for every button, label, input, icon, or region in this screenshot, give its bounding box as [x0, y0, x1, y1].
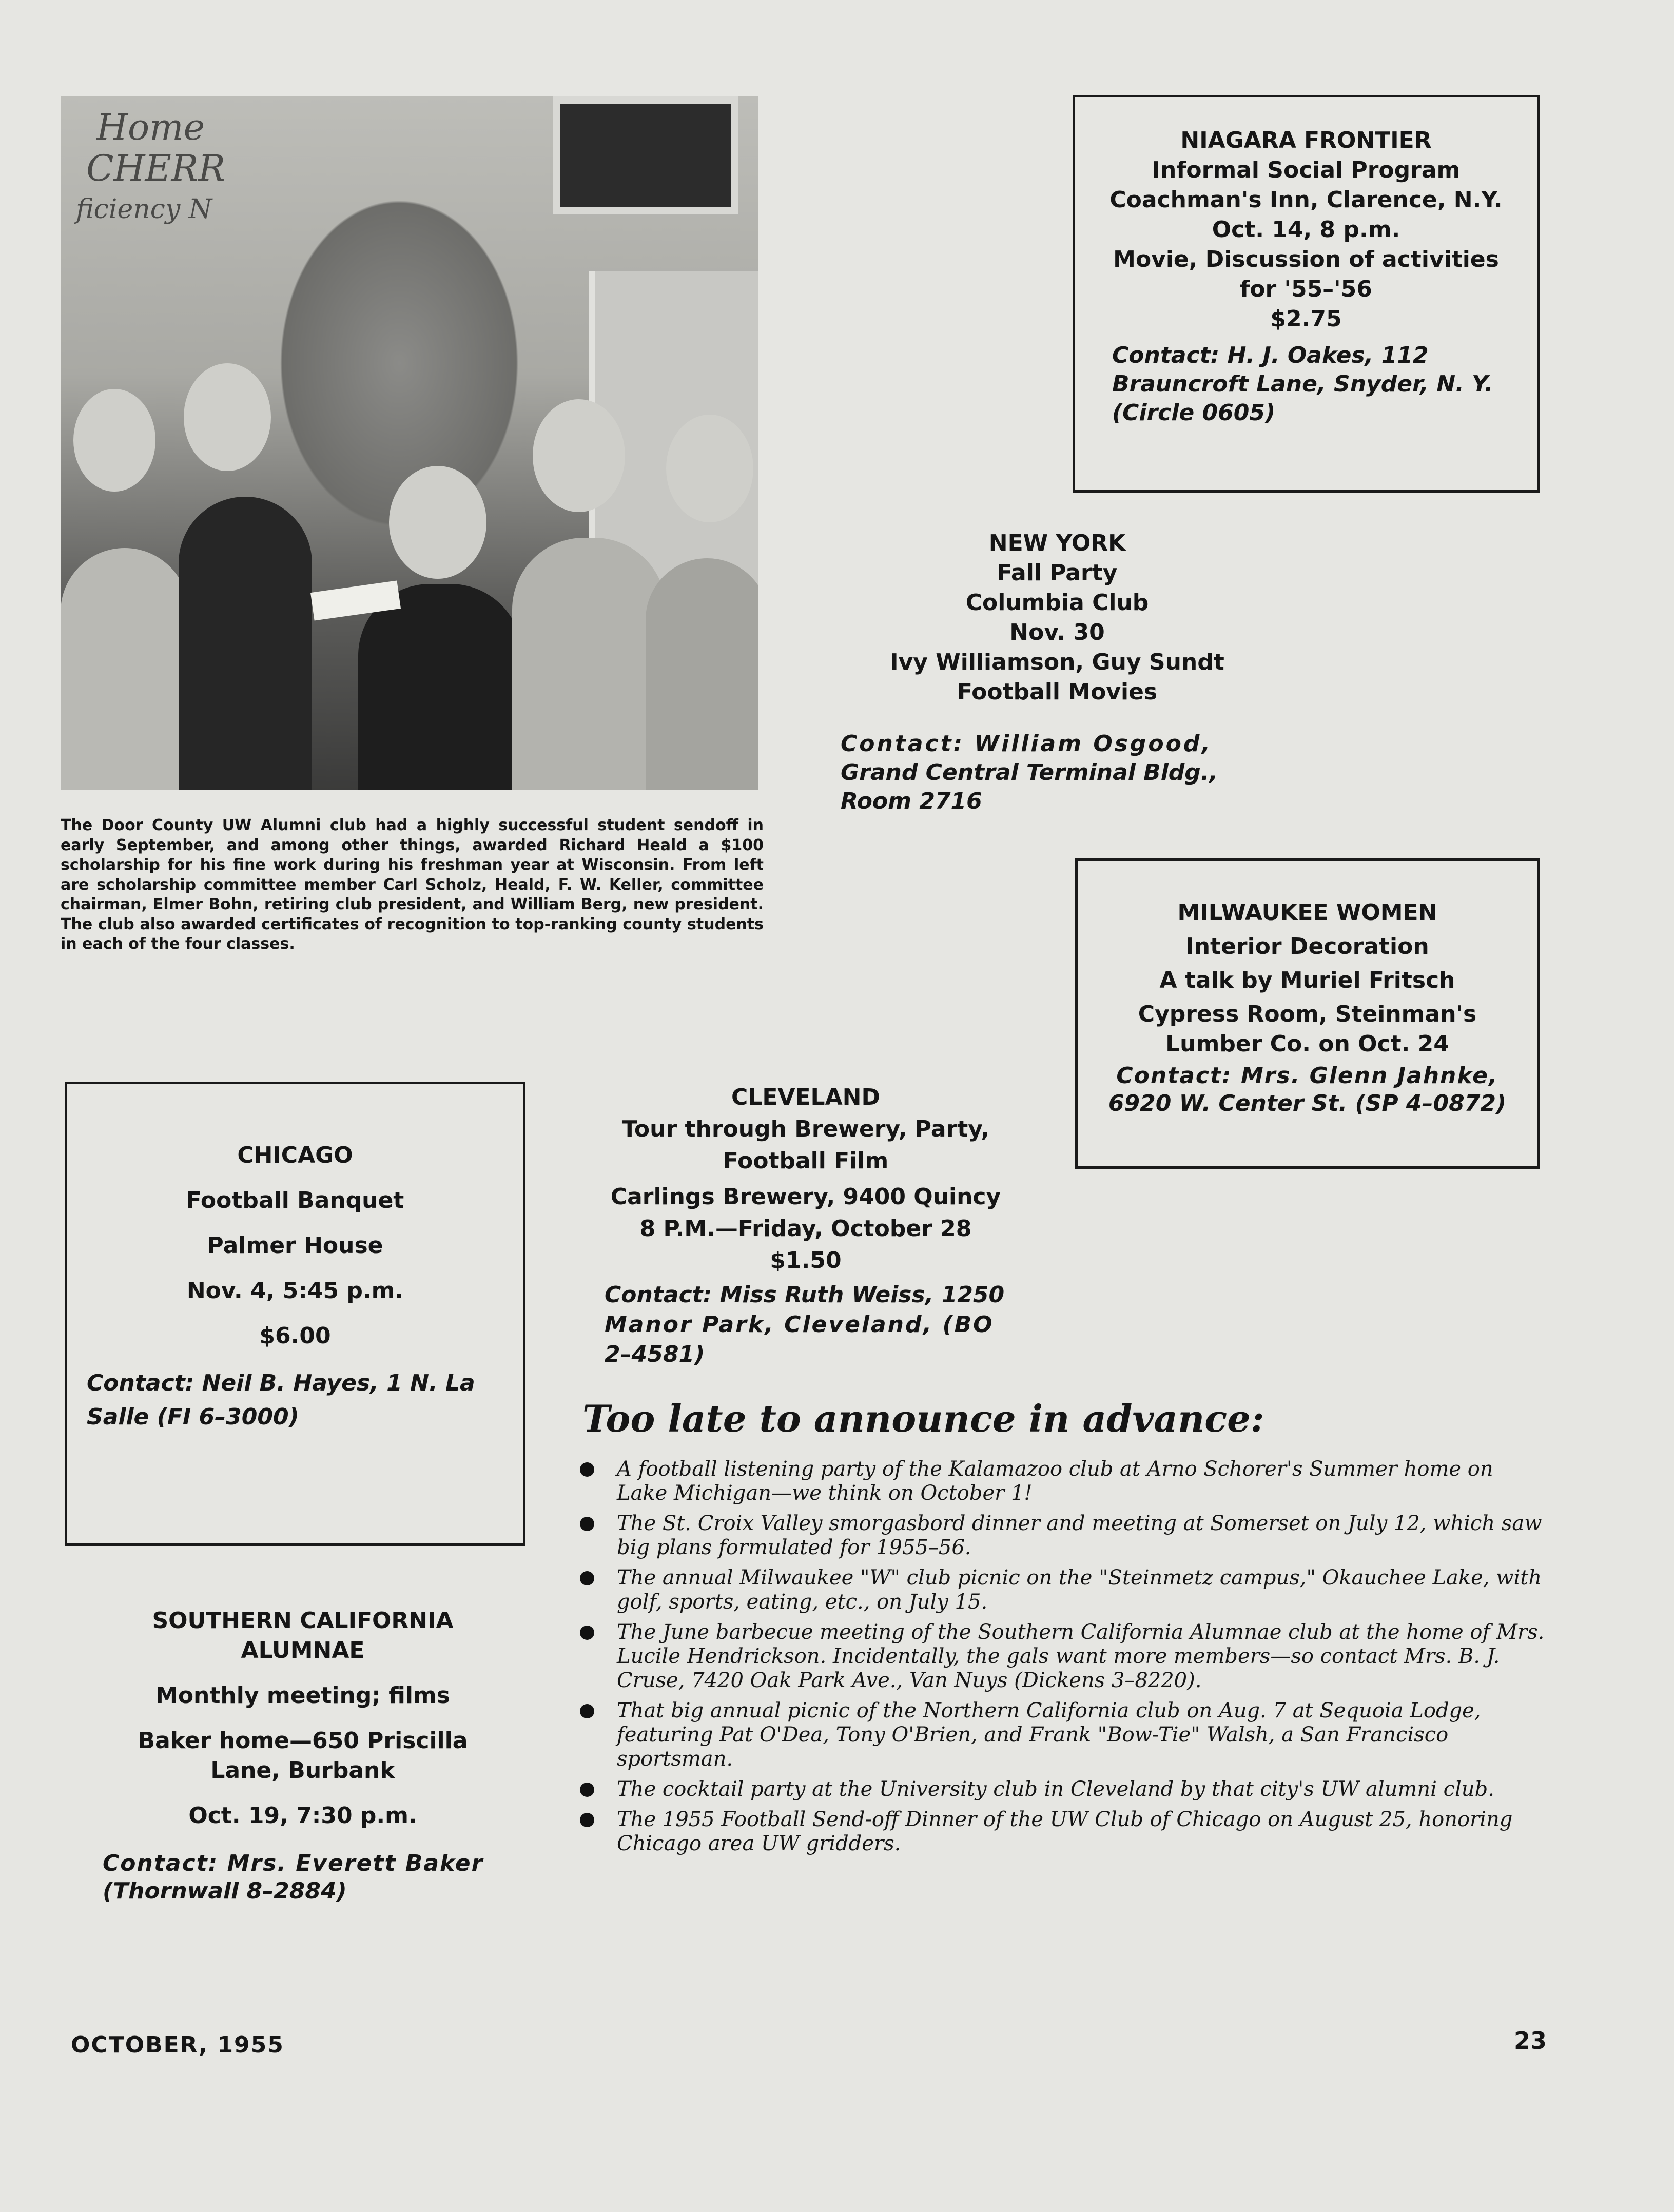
list-item-text: The June barbecue meeting of the Southern California Alumnae club at the home of Mrs. Lucile Hendrickson. Incidentally, the gals want more members—so contact Mrs. B. J. Cruse, 7420 Oak Park Ave., Van Nuys (Dickens 3–8220). — [617, 1620, 1545, 1692]
sign-line-1: Home — [96, 106, 205, 148]
bullet-icon — [580, 1462, 594, 1477]
newyork-line-1: Fall Party — [997, 560, 1118, 586]
socal-line-4: Oct. 19, 7:30 p.m. — [188, 1803, 417, 1829]
newyork-line-5: Football Movies — [957, 679, 1158, 705]
bullet-icon — [580, 1813, 594, 1827]
milwaukee-title: MILWAUKEE WOMEN — [1177, 899, 1437, 926]
person-1 — [61, 548, 189, 790]
list-item-text: That big annual picnic of the Northern California club on Aug. 7 at Sequoia Lodge, featuring Pat O'Dea, Tony O'Brien, and Frank "Bow-Tie" Walsh, a San Francisco sportsman. — [617, 1699, 1481, 1771]
list-item-text: A football listening party of the Kalamazoo club at Arno Schorer's Summer home on Lake Michigan—we think on October 1! — [617, 1457, 1493, 1505]
sign-line-3: ficiency N — [76, 194, 212, 225]
newyork-line-3: Nov. 30 — [1009, 619, 1105, 645]
list-item — [580, 1808, 1545, 1856]
newyork-contact-line-3: Room 2716 — [841, 788, 982, 814]
chicago-contact-line-2: Salle (FI 6–3000) — [87, 1404, 299, 1430]
page-number: 23 — [1514, 2027, 1547, 2054]
niagara-line-1: Informal Social Program — [1152, 157, 1461, 183]
list-item-text: The cocktail party at the University club in Cleveland by that city's UW alumni club. — [617, 1777, 1494, 1801]
newyork-contact-line-1: Contact: William Osgood, — [841, 731, 1213, 757]
too-late-list — [580, 1457, 1545, 1862]
new-york-event — [801, 528, 1314, 707]
person-1-head — [73, 389, 155, 492]
newyork-contact-line-2: Grand Central Terminal Bldg., — [841, 759, 1218, 786]
niagara-line-4: Movie, Discussion of activities — [1113, 246, 1499, 272]
cleveland-line-2: Football Film — [723, 1148, 889, 1174]
newyork-title: NEW YORK — [988, 530, 1126, 556]
photo-caption: The Door County UW Alumni club had a highly successful student sendoff in early September, and among other things, awarded Richard Heald a $100 scholarship for his fine work during his freshman year at Wisconsin. From left are scholarship committee member Carl Scholz, Heald, F. W. Keller, committee chairman, Elmer Bohn, retiring club president, and William Berg, new president. The club also awarded certificates of recognition to top-ranking county students in each of the four classes. — [61, 816, 764, 953]
person-2 — [179, 497, 312, 790]
socal-line-3: Lane, Burbank — [210, 1757, 395, 1784]
bullet-icon — [580, 1783, 594, 1797]
milwaukee-contact-line-2: 6920 W. Center St. (SP 4–0872) — [1108, 1090, 1507, 1117]
milwaukee-women-box — [1075, 858, 1540, 1169]
list-item — [580, 1620, 1545, 1693]
niagara-line-5: for '55–'56 — [1240, 276, 1372, 302]
bullet-icon — [580, 1626, 594, 1640]
list-item — [580, 1566, 1545, 1614]
milwaukee-line-2: A talk by Muriel Fritsch — [1159, 967, 1455, 993]
chicago-line-2: Palmer House — [207, 1232, 383, 1259]
cleveland-price: $1.50 — [770, 1247, 842, 1274]
milwaukee-line-4: Lumber Co. on Oct. 24 — [1165, 1031, 1449, 1057]
milwaukee-contact — [1078, 1062, 1537, 1118]
cleveland-event — [585, 1082, 1026, 1277]
chicago-price: $6.00 — [259, 1323, 331, 1349]
sign-line-2: CHERR — [86, 147, 226, 189]
person-3 — [358, 584, 522, 790]
socal-line-2: Baker home—650 Priscilla — [138, 1728, 468, 1754]
footer-date: OCTOBER, 1955 — [71, 2032, 284, 2058]
list-item — [580, 1457, 1545, 1505]
cleveland-contact — [605, 1280, 1004, 1369]
niagara-line-3: Oct. 14, 8 p.m. — [1212, 217, 1400, 243]
person-3-head — [389, 466, 486, 579]
chicago-contact — [67, 1366, 523, 1434]
socal-contact-line-2: (Thornwall 8–2884) — [103, 1878, 347, 1904]
person-5-head — [666, 415, 753, 522]
list-item-text: The St. Croix Valley smorgasbord dinner and meeting at Somerset on July 12, which saw big plans formulated for 1955–56. — [617, 1512, 1542, 1559]
person-4-head — [533, 399, 625, 512]
list-item-text: The annual Milwaukee "W" club picnic on the "Steinmetz campus," Okauchee Lake, with golf, sports, eating, etc., on July 15. — [617, 1566, 1542, 1614]
niagara-contact-line-3: (Circle 0605) — [1112, 400, 1276, 426]
chicago-line-1: Football Banquet — [186, 1187, 404, 1213]
cleveland-contact-line-1: Contact: Miss Ruth Weiss, 1250 — [605, 1282, 1005, 1308]
cleveland-title: CLEVELAND — [731, 1084, 880, 1110]
socal-contact-line-1: Contact: Mrs. Everett Baker — [103, 1850, 484, 1876]
southern-california-event — [82, 1606, 523, 1831]
cleveland-line-4: 8 P.M.—Friday, October 28 — [639, 1216, 972, 1242]
person-4 — [512, 538, 666, 790]
newyork-line-4: Ivy Williamson, Guy Sundt — [890, 649, 1224, 675]
cleveland-contact-line-2: Manor Park, Cleveland, (BO — [605, 1311, 994, 1338]
niagara-title: NIAGARA FRONTIER — [1180, 127, 1432, 153]
niagara-price: $2.75 — [1270, 306, 1342, 332]
person-2-head — [184, 363, 271, 471]
cleveland-line-1: Tour through Brewery, Party, — [621, 1116, 990, 1142]
socal-title-1: SOUTHERN CALIFORNIA — [152, 1608, 454, 1634]
niagara-frontier-box — [1073, 95, 1540, 493]
milwaukee-contact-line-1: Contact: Mrs. Glenn Jahnke, — [1116, 1063, 1498, 1089]
photo-window — [553, 96, 738, 214]
too-late-heading: Too late to announce in advance: — [582, 1397, 1264, 1440]
newyork-line-2: Columbia Club — [965, 590, 1149, 616]
list-item — [580, 1699, 1545, 1771]
socal-line-1: Monthly meeting; films — [155, 1682, 450, 1709]
bullet-icon — [580, 1704, 594, 1718]
chicago-title: CHICAGO — [237, 1142, 353, 1168]
socal-contact — [103, 1850, 483, 1905]
chicago-contact-line-1: Contact: Neil B. Hayes, 1 N. La — [87, 1370, 475, 1396]
newyork-contact — [841, 730, 1218, 816]
chicago-box — [65, 1082, 525, 1546]
niagara-contact — [1075, 341, 1537, 427]
socal-title-2: ALUMNAE — [241, 1637, 365, 1663]
person-5 — [646, 558, 758, 790]
list-item — [580, 1777, 1545, 1802]
niagara-contact-line-2: Brauncroft Lane, Snyder, N. Y. — [1112, 371, 1493, 397]
cleveland-line-3: Carlings Brewery, 9400 Quincy — [610, 1184, 1001, 1210]
chicago-line-3: Nov. 4, 5:45 p.m. — [186, 1278, 404, 1304]
milwaukee-line-1: Interior Decoration — [1185, 933, 1429, 960]
cleveland-contact-line-3: 2–4581) — [605, 1341, 705, 1367]
niagara-line-2: Coachman's Inn, Clarence, N.Y. — [1109, 187, 1503, 213]
list-item — [580, 1512, 1545, 1560]
niagara-contact-line-1: Contact: H. J. Oakes, 112 — [1112, 342, 1429, 368]
bullet-icon — [580, 1517, 594, 1531]
bullet-icon — [580, 1571, 594, 1585]
milwaukee-line-3: Cypress Room, Steinman's — [1138, 1001, 1477, 1027]
club-photo — [61, 96, 758, 790]
photo-sign-text — [76, 107, 225, 230]
list-item-text: The 1955 Football Send-off Dinner of the UW Club of Chicago on August 25, honoring Chicago area UW gridders. — [617, 1808, 1513, 1855]
